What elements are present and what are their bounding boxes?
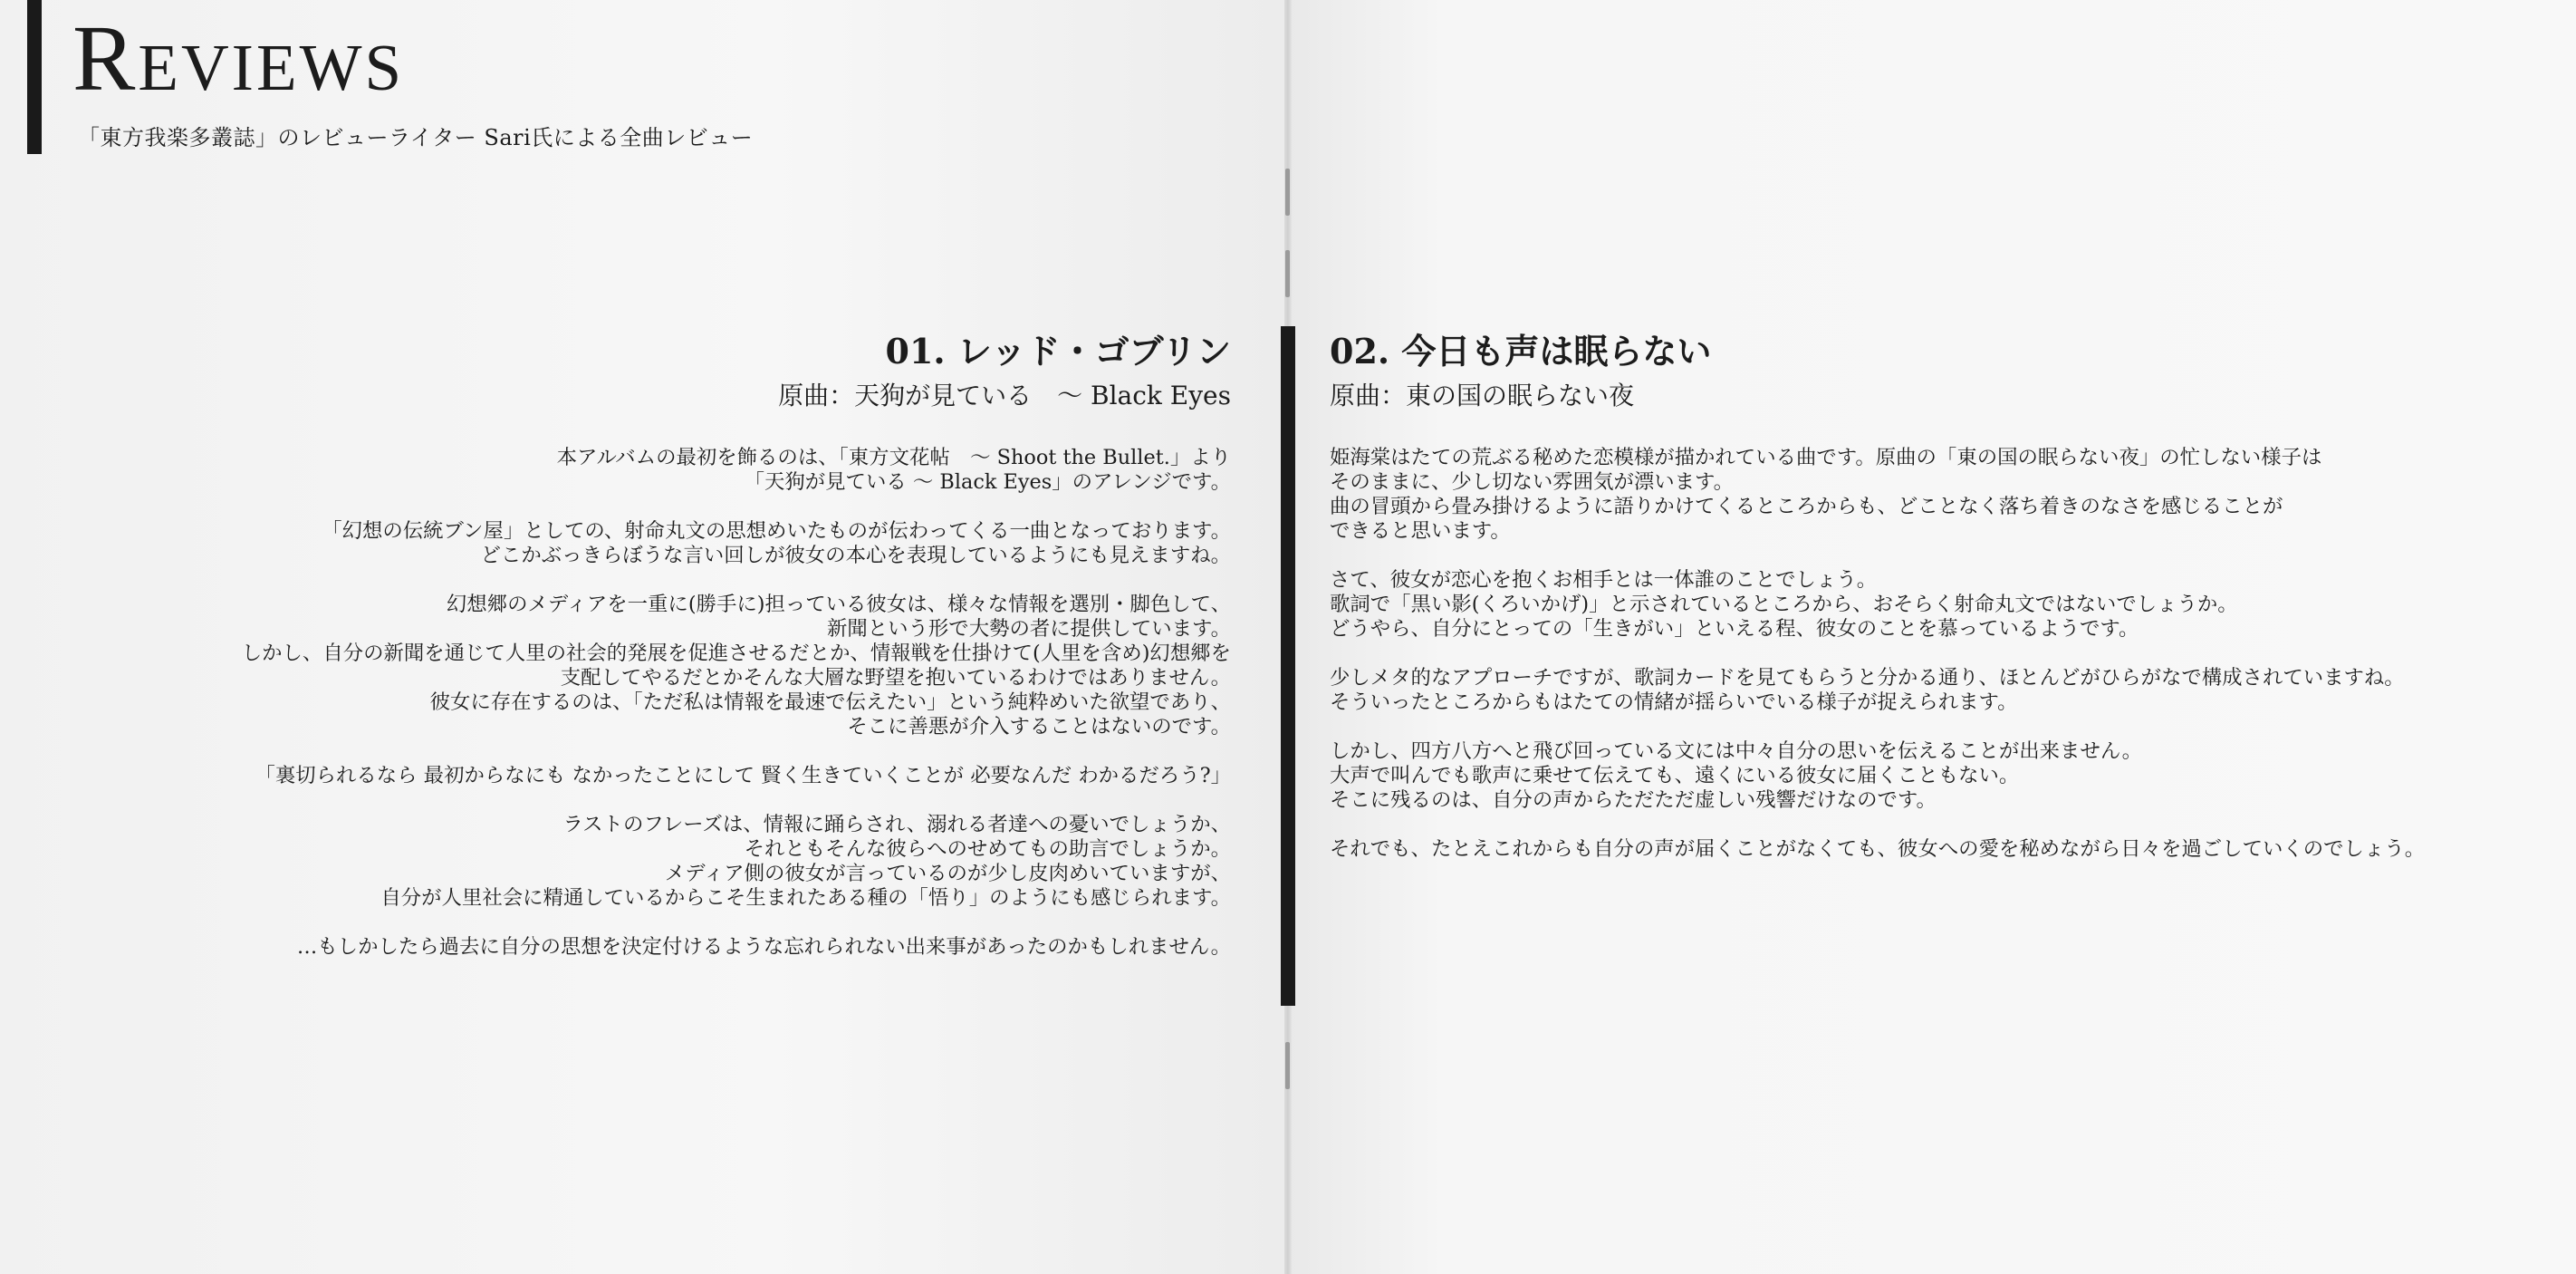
review-line: 曲の冒頭から畳み掛けるように語りかけてくるところからも、どことなく落ち着きのなさを感じることが [1330,495,2283,518]
review-paragraph [1330,837,2562,862]
review-paragraph [53,764,1231,788]
review-title: 02. 今日も声は眠らない [1330,331,1712,372]
review-paragraph [1330,568,2562,642]
center-divider-rule [1281,326,1295,1006]
review-line: 「幻想の伝統ブン屋」としての、射命丸文の思想めいたものが伝わってくる一曲となっております。 [322,519,1231,543]
review-body [1330,446,2562,862]
review-paragraph [53,813,1231,911]
review-line: どうやら、自分にとっての「生きがい」といえる程、彼女のことを慕っているようです。 [1330,617,2139,641]
review-line: しかし、自分の新聞を通じて人里の社会的発展を促進させるだとか、情報戦を仕掛けて(人里を含め)幻想郷を [241,642,1231,665]
review-line: それともそんな彼らへのせめてもの助言でしょうか。 [744,837,1231,861]
review-line: どこかぶっきらぼうな言い回しが彼女の本心を表現しているようにも見えますね。 [480,544,1231,567]
review-line: そこに残るのは、自分の声からただただ虚しい残響だけなのです。 [1330,788,1937,812]
review-line: 支配してやるだとかそんな大層な野望を抱いているわけではありません。 [560,666,1231,690]
review-paragraph [1330,446,2562,544]
review-paragraph [1330,666,2562,715]
review-line: できると思います。 [1330,519,1511,543]
review-line: 彼女に存在するのは、「ただ私は情報を最速で伝えたい」という純粋めいた欲望であり、 [429,690,1231,714]
review-paragraph [1330,739,2562,813]
review-line: さて、彼女が恋心を抱くお相手とは一体誰のことでしょう。 [1330,568,1878,592]
staple [1285,1042,1290,1089]
review-title: 01. レッド・ゴブリン [885,331,1231,372]
staple [1285,169,1290,216]
review-track-01 [53,326,1231,984]
review-line: 本アルバムの最初を飾るのは、「東方文花帖 ～ Shoot the Bullet.」より [556,446,1231,469]
review-line: そのままに、少し切ない雰囲気が漂います。 [1330,470,1735,494]
review-line: 「裏切られるなら 最初からなにも なかったことにして 賢く生きていくことが 必要なんだ わかるだろう?」 [255,764,1231,787]
review-body [53,446,1231,960]
review-line: 少しメタ的なアプローチですが、歌詞カードを見てもらうと分かる通り、ほとんどがひらがなで構成されていますね。 [1330,666,2405,690]
review-line: 「天狗が見ている ～ Black Eyes」のアレンジです。 [744,470,1231,494]
staple [1285,250,1290,297]
review-track-02 [1330,326,2562,886]
review-line: メディア側の彼女が言っているのが少し皮肉めいていますが、 [664,862,1231,885]
review-line: 幻想郷のメディアを一重に(勝手に)担っている彼女は、様々な情報を選別・脚色して、 [446,593,1231,616]
review-line: …もしかしたら過去に自分の思想を決定付けるような忘れられない出来事があったのかもしれません。 [296,935,1231,959]
review-line: 自分が人里社会に精通しているからこそ生まれたある種の「悟り」のようにも感じられます。 [380,886,1231,910]
review-paragraph [53,593,1231,739]
review-line: そういったところからもはたての情緒が揺らいでいる様子が捉えられます。 [1330,690,2018,714]
review-line: 姫海棠はたての荒ぶる秘めた恋模様が描かれている曲です。原曲の「東の国の眠らない夜」の忙しない様子は [1330,446,2322,469]
review-line: 大声で叫んでも歌声に乗せて伝えても、遠くにいる彼女に届くこともない。 [1330,764,2020,787]
review-line: ラストのフレーズは、情報に踊らされ、溺れる者達への憂いでしょうか、 [562,813,1231,836]
review-original-song: 原曲：東の国の眠らない夜 [1330,381,1635,410]
review-line: そこに善悪が介入することはないのです。 [847,715,1231,738]
review-paragraph [53,935,1231,960]
review-line: それでも、たとえこれからも自分の声が届くことがなくても、彼女への愛を秘めながら日々を過ごしていくのでしょう。 [1330,837,2426,861]
review-paragraph [53,519,1231,568]
review-line: しかし、四方八方へと飛び回っている文には中々自分の思いを伝えることが出来ません。 [1330,739,2142,763]
header-accent-bar [27,0,42,154]
page-title: Reviews [72,6,405,111]
review-line: 新聞という形で大勢の者に提供しています。 [826,617,1231,641]
review-paragraph [53,446,1231,495]
review-line: 歌詞で「黒い影(くろいかげ)」と示されているところから、おそらく射命丸文ではないでしょうか。 [1330,593,2238,616]
page-subtitle: 「東方我楽多叢誌」のレビューライター Sari氏による全曲レビュー [78,125,754,150]
review-original-song: 原曲：天狗が見ている ～ Black Eyes [778,381,1231,410]
